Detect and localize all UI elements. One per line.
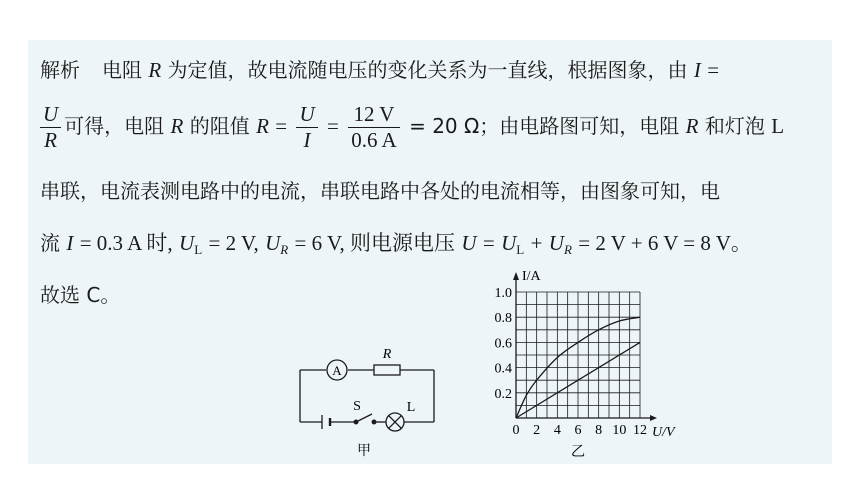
- y-tick-label: 1.0: [494, 286, 512, 301]
- x-tick-label: 12: [633, 423, 647, 438]
- resistor-label: R: [382, 347, 392, 362]
- y-tick-label: 0.4: [494, 361, 512, 377]
- fraction-U-over-I: $\frac{U}{I}$: [296, 104, 317, 151]
- x-tick-label: 0: [512, 423, 520, 438]
- plus-sign: +: [530, 231, 543, 255]
- chart-axes: [513, 272, 657, 421]
- text-segment: = 6 V, 则电源电压: [294, 231, 455, 255]
- symbol-I: I: [693, 58, 701, 82]
- symbol-R: R: [256, 114, 269, 138]
- y-axis-label: I/A: [522, 269, 541, 284]
- equals-sign: =: [275, 114, 288, 138]
- text-segment: = 2 V + 6 V = 8 V。: [578, 231, 752, 255]
- text-segment: 可得，电阻: [64, 114, 165, 138]
- symbol-U: U: [461, 231, 477, 255]
- text-segment: 为定值，故电流随电压的变化关系为一直线，根据图象，由: [167, 58, 688, 82]
- y-tick-label: 0.8: [494, 311, 512, 327]
- text-segment: 和灯泡: [704, 114, 765, 138]
- chart-caption: 乙: [571, 445, 585, 460]
- y-tick-label: 0.6: [494, 336, 512, 352]
- subscript: R: [563, 242, 572, 257]
- fraction-U-over-R: $\frac{U}{R}$: [40, 104, 61, 151]
- text-segment: = 0.3 A 时,: [79, 231, 173, 255]
- iu-chart: [478, 266, 688, 462]
- text-line-3: 串联，电流表测电路中的电流，串联电路中各处的电流相等，由图象可知，电: [40, 179, 720, 203]
- equals-sign: =: [482, 231, 495, 255]
- switch-lever: [356, 414, 372, 422]
- text-segment: 流: [40, 231, 60, 255]
- text-line-1: [40, 56, 719, 84]
- equals-sign: =: [327, 114, 339, 138]
- symbol-I: I: [66, 231, 74, 255]
- symbol-R: R: [170, 114, 184, 138]
- symbol-U: U: [265, 231, 281, 255]
- text-line-4: [40, 229, 752, 257]
- y-tick-label: 0.2: [494, 386, 512, 402]
- analysis-heading: 解析: [40, 58, 80, 82]
- y-axis-arrow-icon: [513, 272, 519, 280]
- x-axis-label: U/V: [652, 425, 675, 440]
- symbol-U: U: [548, 231, 564, 255]
- fraction-12V-over-0.6A: $\frac{12 V}{0.6 A}$: [348, 104, 400, 151]
- x-tick-label: 4: [553, 423, 561, 438]
- text-line-2: [40, 100, 784, 152]
- x-tick-label: 8: [595, 423, 603, 438]
- text-segment: = 20 Ω；由电路图可知，电阻: [409, 114, 680, 138]
- symbol-U: U: [501, 231, 517, 255]
- text-line-5: 故选 C。: [40, 283, 121, 307]
- switch-label: S: [353, 399, 361, 414]
- symbol-R: R: [685, 114, 699, 138]
- ammeter-label: A: [332, 363, 342, 378]
- subscript: L: [194, 242, 203, 257]
- x-tick-label: 6: [574, 423, 582, 438]
- symbol-R: R: [148, 58, 162, 82]
- circuit-caption: 甲: [357, 444, 371, 459]
- text-segment: 电阻: [102, 58, 142, 82]
- equals-sign: =: [707, 58, 720, 82]
- symbol-U: U: [179, 231, 195, 255]
- switch-contact-right: [372, 420, 376, 424]
- x-tick-label: 10: [612, 423, 627, 438]
- resistor-icon: [374, 365, 400, 375]
- text-segment: 的阻值: [189, 114, 250, 138]
- symbol-L: L: [771, 114, 785, 138]
- lamp-label: L: [406, 400, 416, 415]
- chart-grid: [516, 292, 640, 418]
- text-segment: = 2 V,: [208, 231, 259, 255]
- subscript: L: [516, 242, 525, 257]
- x-axis-arrow-icon: [650, 415, 657, 421]
- subscript: R: [280, 242, 289, 257]
- circuit-diagram: [288, 340, 448, 462]
- x-tick-label: 2: [533, 423, 541, 438]
